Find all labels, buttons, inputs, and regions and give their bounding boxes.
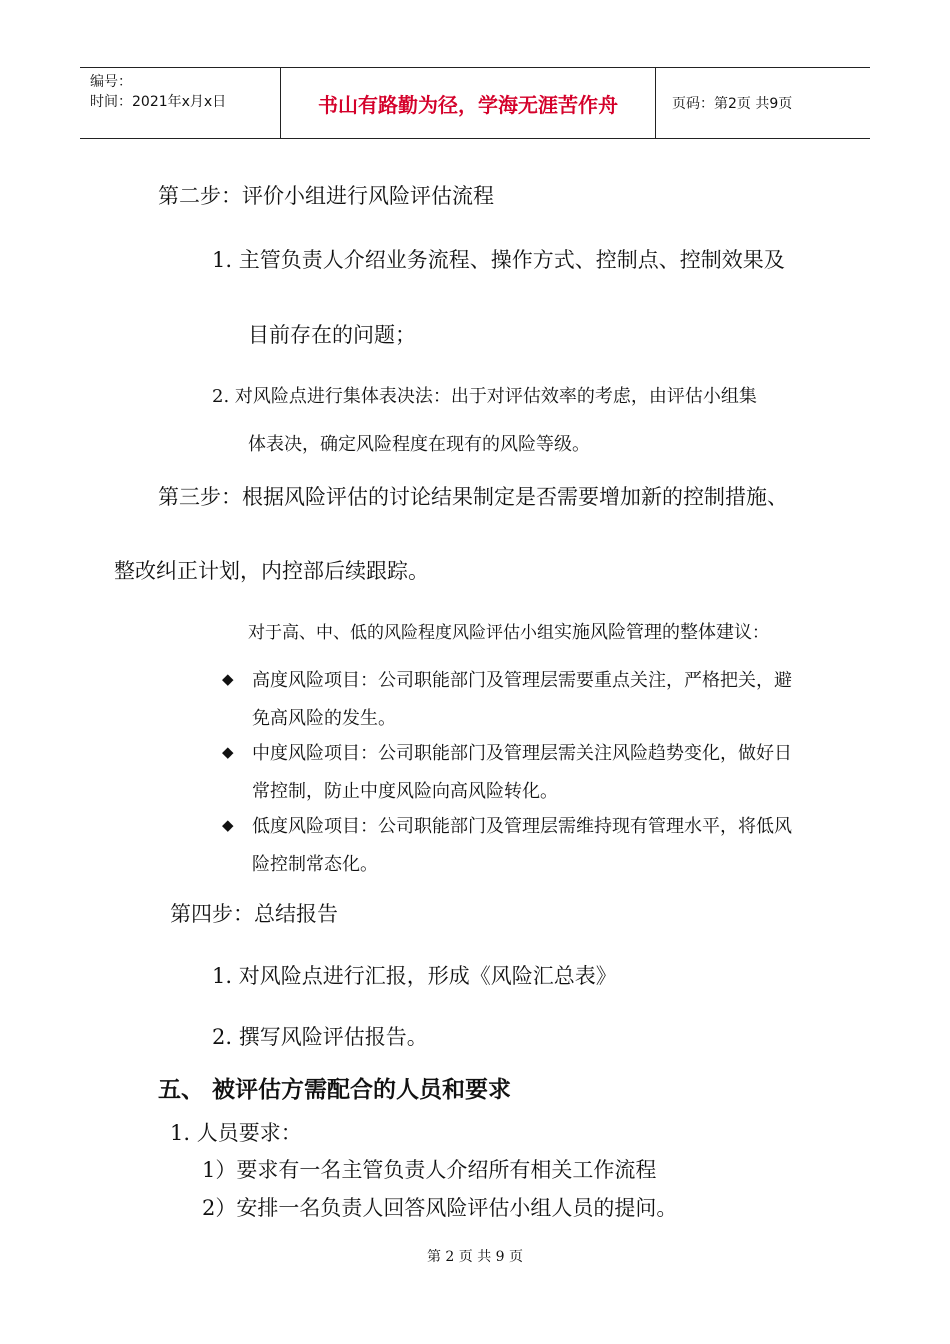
step2-title: 第二步：评价小组进行风险评估流程 [158,184,494,208]
bullet-high-line2: 免高风险的发生。 [252,708,396,729]
bullet-low-line2: 险控制常态化。 [252,854,378,875]
header-page-text: 页码：第2页 共9页 [672,96,793,112]
advice-intro-text: 对于高、中、低的风险程度风险评估小组 [248,623,554,643]
advice-intro [248,618,769,644]
header-number-label: 编号： [90,74,132,90]
diamond-bullet-icon: ◆ [222,816,234,834]
step2-item1-line2: 目前存在的问题； [248,323,416,347]
s5-sub1: 1）要求有一名主管负责人介绍所有相关工作流程 [202,1158,657,1182]
step3-line2: 整改纠正计划，内控部后续跟踪。 [114,559,429,583]
page-footer: 第 2 页 共 9 页 [426,1249,524,1265]
step2-item2-line2: 体表决，确定风险程度在现有的风险等级。 [248,434,590,455]
step2-item1-line1: 1. 主管负责人介绍业务流程、操作方式、控制点、控制效果及 [212,248,785,272]
step2-item2-line1: 2. 对风险点进行集体表决法：出于对评估效率的考虑，由评估小组集 [212,386,757,407]
header-time-label: 时间：2021年x月x日 [90,94,227,110]
diamond-bullet-icon: ◆ [222,743,234,761]
page-header [80,67,870,139]
header-page-info [664,68,870,138]
step4-item1: 1. 对风险点进行汇报，形成《风险汇总表》 [212,964,617,988]
advice-intro-emphasis: 实施风险管理的整体建议 [554,622,752,643]
header-motto: 书山有路勤为径，学海无涯苦作舟 [280,68,656,138]
bullet-low-line1: 低度风险项目：公司职能部门及管理层需维持现有管理水平，将低风 [252,816,792,837]
advice-intro-colon: ： [752,623,769,643]
s5-item1: 1. 人员要求： [170,1121,302,1145]
section5-title: 五、 被评估方需配合的人员和要求 [158,1077,512,1103]
diamond-bullet-icon: ◆ [222,670,234,688]
bullet-mid-line2: 常控制，防止中度风险向高风险转化。 [252,781,558,802]
bullet-mid-line1: 中度风险项目：公司职能部门及管理层需关注风险趋势变化，做好日 [252,743,792,764]
header-left-cell [80,68,280,138]
step4-item2: 2. 撰写风险评估报告。 [212,1025,428,1049]
s5-sub2: 2）安排一名负责人回答风险评估小组人员的提问。 [202,1196,678,1220]
step3-line1: 第三步：根据风险评估的讨论结果制定是否需要增加新的控制措施、 [158,485,788,509]
step4-title: 第四步：总结报告 [170,902,338,926]
bullet-high-line1: 高度风险项目：公司职能部门及管理层需要重点关注，严格把关，避 [252,670,792,691]
